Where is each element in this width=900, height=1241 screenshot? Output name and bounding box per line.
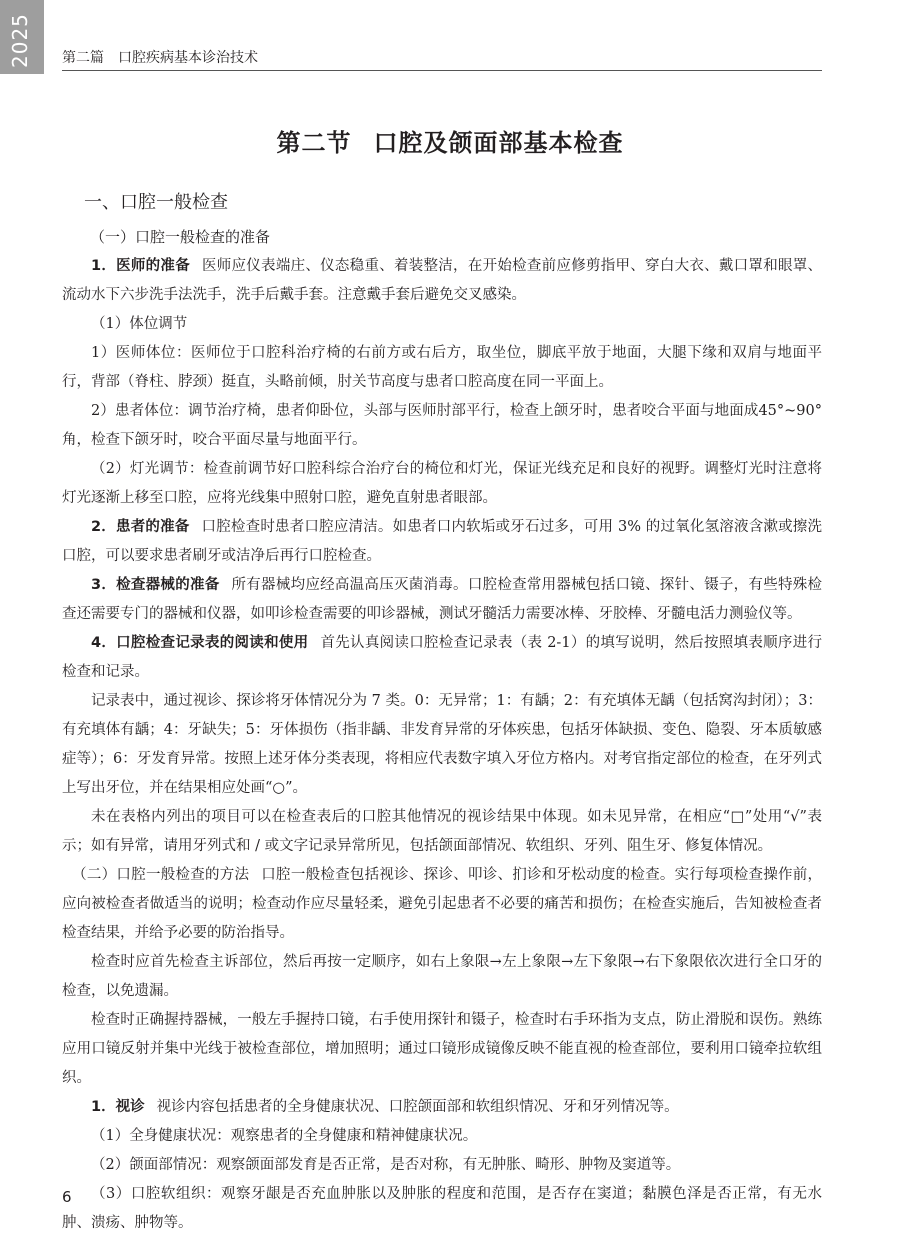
paragraph: 检查时正确握持器械，一般左手握持口镜，右手使用探针和镊子，检查时右手环指为支点，防止滑脱和误伤。熟练应用口镜反射并集中光线于被检查部位，增加照明；通过口镜形成镜像反映不能直视的检查部位，要利用口镜牵拉软组织。 <box>62 1012 822 1086</box>
chapter-label: 第二篇 <box>62 50 104 66</box>
paragraph: （二）口腔一般检查的方法 口腔一般检查包括视诊、探诊、叩诊、扪诊和牙松动度的检查。实行每项检查操作前，应向被检查者做适当的说明；检查动作应尽量轻柔，避免引起患者不必要的痛苦和损伤；在检查实施后，告知被检查者检查结果，并给予必要的防治指导。 <box>62 867 823 941</box>
run-in-heading: 1．视诊 <box>91 1099 145 1115</box>
section-number: 第二节 <box>276 129 352 157</box>
running-head <box>62 47 258 67</box>
run-in-subheading: （二）口腔一般检查的方法 <box>72 867 250 883</box>
section-title-text: 口腔及颌面部基本检查 <box>373 129 624 157</box>
paragraph: 检查时应首先检查主诉部位，然后再按一定顺序，如右上象限→左上象限→左下象限→右下象限依次进行全口牙的检查，以免遗漏。 <box>62 954 822 999</box>
paragraph: 1．医师的准备 医师应仪表端庄、仪态稳重、着装整洁，在开始检查前应修剪指甲、穿白大衣、戴口罩和眼罩、流动水下六步洗手法洗手，洗手后戴手套。注意戴手套后避免交叉感染。 <box>62 258 823 303</box>
paragraph: （2）颌面部情况：观察颌面部发育是否正常，是否对称，有无肿胀、畸形、肿物及窦道等。 <box>91 1157 681 1173</box>
run-in-heading: 2．患者的准备 <box>91 519 190 535</box>
book-title: 口腔疾病基本诊治技术 <box>118 50 258 66</box>
year-label: 2025 <box>8 13 32 68</box>
paragraph: （1）体位调节 <box>91 316 188 332</box>
paragraph: 4．口腔检查记录表的阅读和使用 首先认真阅读口腔检查记录表（表 2-1）的填写说明，然后按照填表顺序进行检查和记录。 <box>62 635 822 680</box>
run-in-heading: 3．检查器械的准备 <box>91 577 220 593</box>
paragraph: 2）患者体位：调节治疗椅，患者仰卧位，头部与医师肘部平行，检查上颌牙时，患者咬合平面与地面成45°~90° 角，检查下颌牙时，咬合平面尽量与地面平行。 <box>62 403 822 448</box>
paragraph: 3．检查器械的准备 所有器械均应经高温高压灭菌消毒。口腔检查常用器械包括口镜、探针、镊子，有些特殊检查还需要专门的器械和仪器，如叩诊检查需要的叩诊器械，测试牙髓活力需要冰棒、牙胶棒、牙髓电活力测验仪等。 <box>62 577 822 622</box>
paragraph: 未在表格内列出的项目可以在检查表后的口腔其他情况的视诊结果中体现。如未见异常，在相应“□”处用“√”表示；如有异常，请用牙列式和 / 或文字记录异常所见，包括颌面部情况、软组织、牙列、阻生牙、修复体情况。 <box>62 809 822 854</box>
paragraph: 1）医师体位：医师位于口腔科治疗椅的右前方或右后方，取坐位，脚底平放于地面，大腿下缘和双肩与地面平行，背部（脊柱、脖颈）挺直，头略前倾，肘关节高度与患者口腔高度在同一平面上。 <box>62 345 822 390</box>
paragraph: （2）灯光调节：检查前调节好口腔科综合治疗台的椅位和灯光，保证光线充足和良好的视野。调整灯光时注意将灯光逐渐上移至口腔，应将光线集中照射口腔，避免直射患者眼部。 <box>62 461 822 506</box>
subheading-preparation: （一）口腔一般检查的准备 <box>90 228 271 246</box>
run-in-heading: 1．医师的准备 <box>91 258 190 274</box>
paragraph: 1．视诊 视诊内容包括患者的全身健康状况、口腔颌面部和软组织情况、牙和牙列情况等。 <box>91 1099 679 1115</box>
paragraph: （3）口腔软组织：观察牙龈是否充血肿胀以及肿胀的程度和范围，是否存在窦道；黏膜色泽是否正常，有无水肿、溃疡、肿物等。 <box>62 1186 822 1231</box>
section-title <box>0 123 900 158</box>
heading-level1: 一、口腔一般检查 <box>84 192 228 213</box>
paragraph: 记录表中，通过视诊、探诊将牙体情况分为 7 类。0：无异常；1：有龋；2：有充填体无龋（包括窝沟封闭）；3：有充填体有龋；4：牙缺失；5：牙体损伤（指非龋、非发育异常的牙体疾患，包括牙体缺损、变色、隐裂、牙本质敏感症等）；6：牙发育异常。按照上述牙体分类表现，将相应代表数字填入牙位方格内。对考官指定部位的检查，在牙列式上写出牙位，并在结果相应处画“○”。 <box>62 693 822 796</box>
paragraph: 2．患者的准备 口腔检查时患者口腔应清洁。如患者口内软垢或牙石过多，可用 3% 的过氧化氢溶液含漱或擦洗口腔，可以要求患者刷牙或洁净后再行口腔检查。 <box>62 519 823 564</box>
page-number: 6 <box>62 1188 72 1206</box>
year-tab <box>0 0 44 74</box>
header-rule <box>62 70 822 71</box>
paragraph: （1）全身健康状况：观察患者的全身健康和精神健康状况。 <box>91 1128 478 1144</box>
run-in-heading: 4．口腔检查记录表的阅读和使用 <box>91 635 309 651</box>
body-text <box>62 184 822 1238</box>
